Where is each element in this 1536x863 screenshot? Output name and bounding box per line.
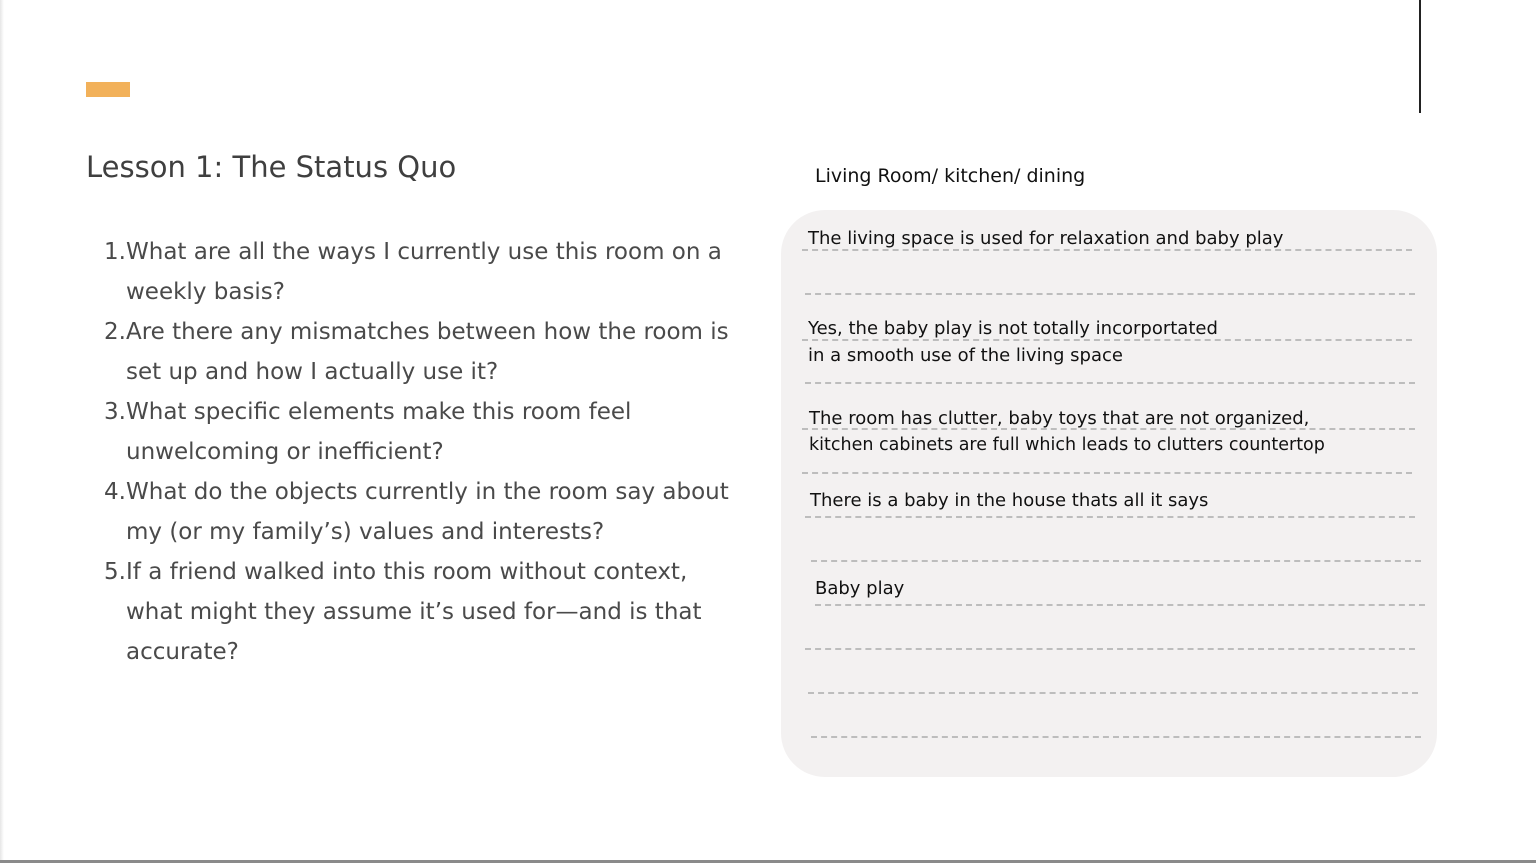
question-text: What are all the ways I currently use this room on a weekly basis?: [126, 239, 722, 305]
answer-4: There is a baby in the house thats all it says: [810, 490, 1209, 511]
question-number: 3.: [104, 399, 126, 425]
question-item: [96, 312, 736, 392]
question-number: 4.: [104, 479, 126, 505]
accent-bar: [86, 82, 130, 97]
answer-2-line-2: in a smooth use of the living space: [808, 345, 1123, 366]
question-text: Are there any mismatches between how the room is set up and how I actually use it?: [126, 319, 729, 385]
writing-line: [802, 472, 1412, 474]
question-item: [96, 392, 736, 472]
question-item: [96, 552, 736, 672]
writing-line: [811, 736, 1421, 738]
question-number: 2.: [104, 319, 126, 345]
question-text: If a friend walked into this room without context, what might they assume it’s used for—and is that accurate?: [126, 559, 702, 665]
lesson-title: Lesson 1: The Status Quo: [86, 150, 457, 184]
question-item: [96, 472, 736, 552]
question-list: [96, 232, 736, 672]
answer-2-line-1: Yes, the baby play is not totally incorportated: [808, 318, 1218, 339]
question-number: 1.: [104, 239, 126, 265]
writing-line: [805, 382, 1415, 384]
writing-line: [805, 293, 1415, 295]
writing-line: [811, 560, 1421, 562]
question-text: What do the objects currently in the room say about my (or my family’s) values and interests?: [126, 479, 729, 545]
question-number: 5.: [104, 559, 126, 585]
question-text: What specific elements make this room feel unwelcoming or inefficient?: [126, 399, 632, 465]
writing-line: [805, 648, 1415, 650]
answer-3-line-1: The room has clutter, baby toys that are not organized,: [809, 408, 1310, 429]
room-label: Living Room/ kitchen/ dining: [815, 165, 1086, 187]
writing-line: [815, 604, 1425, 606]
question-item: [96, 232, 736, 312]
answer-5: Baby play: [815, 578, 905, 599]
vertical-divider: [1419, 0, 1421, 113]
left-edge-shadow: [0, 0, 4, 863]
answer-1: The living space is used for relaxation and baby play: [808, 228, 1284, 249]
answer-3-line-2: kitchen cabinets are full which leads to clutters countertop: [809, 435, 1325, 455]
writing-line: [808, 692, 1418, 694]
writing-line: [805, 516, 1415, 518]
